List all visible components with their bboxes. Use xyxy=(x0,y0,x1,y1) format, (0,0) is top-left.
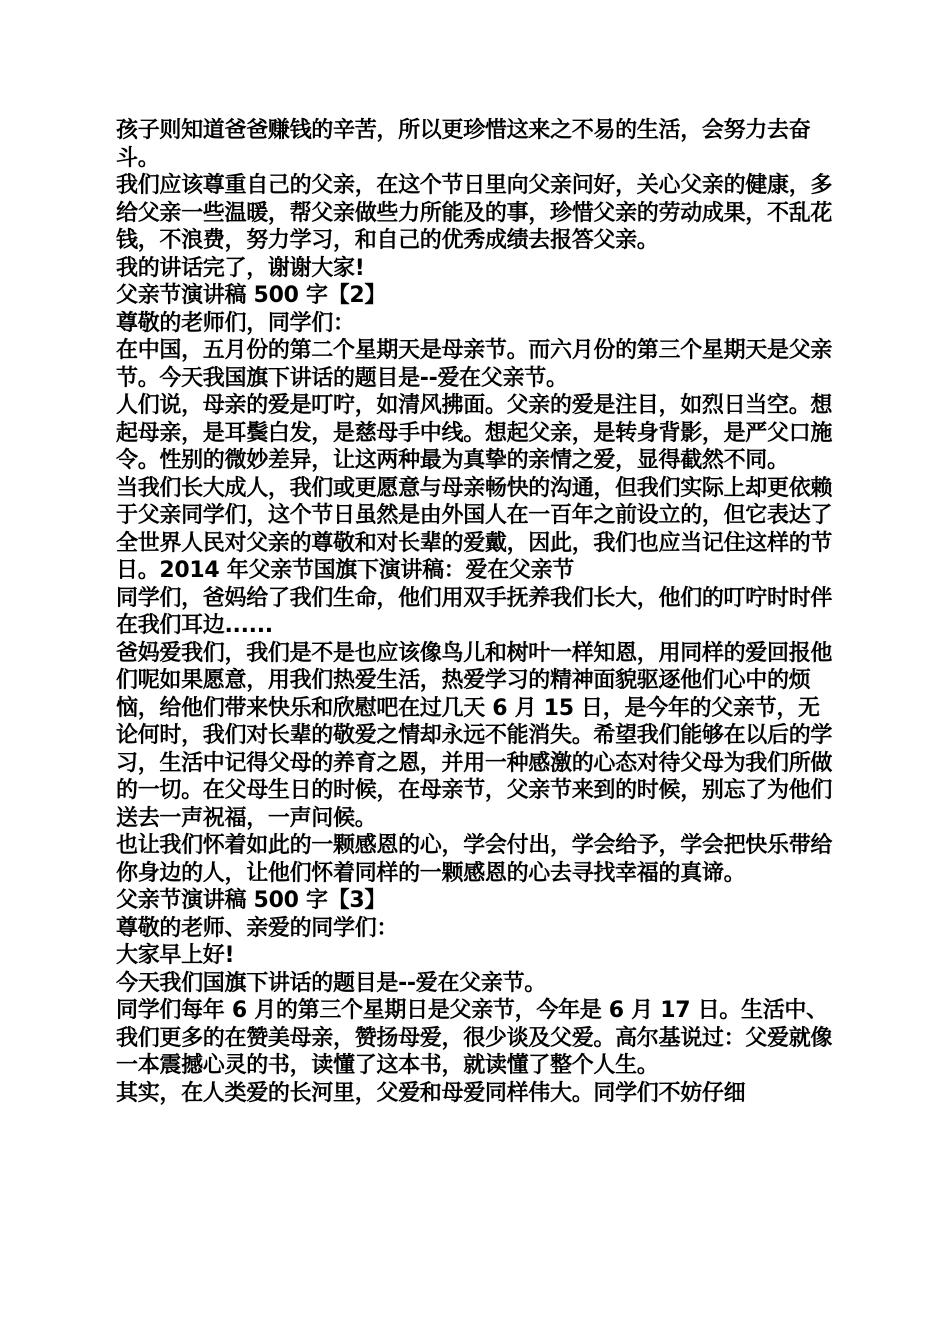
paragraph: 其实，在人类爱的长河里，父爱和母爱同样伟大。同学们不妨仔细 xyxy=(116,1080,746,1106)
paragraph: 人们说，母亲的爱是叮咛，如清风拂面。父亲的爱是注目，如烈日当空。想起母亲，是耳鬓白发，是慈母手中线。想起父亲，是转身背影，是严父口施令。性别的微妙差异，让这两种最为真挚的亲情之爱，显得截然不同。 xyxy=(116,393,833,473)
document-page xyxy=(116,117,841,1107)
paragraph: 当我们长大成人，我们或更愿意与母亲畅快的沟通，但我们实际上却更依赖于父亲同学们，这个节日虽然是由外国人在一百年之前设立的，但它表达了全世界人民对父亲的尊敬和对长辈的爱戴，因此，我们也应当记住这样的节日。2014 年父亲节国旗下演讲稿：爱在父亲节 xyxy=(116,475,833,583)
paragraph: 同学们，爸妈给了我们生命，他们用双手抚养我们长大，他们的叮咛时时伴在我们耳边...... xyxy=(116,585,833,638)
paragraph: 同学们每年 6 月的第三个星期日是父亲节，今年是 6 月 17 日。生活中、我们更多的在赞美母亲，赞扬母爱，很少谈及父爱。高尔基说过：父爱就像一本震撼心灵的书，读懂了这本书，就读懂了整个人生。 xyxy=(116,998,833,1078)
salutation: 尊敬的老师们，同学们： xyxy=(116,310,355,336)
paragraph: 在中国，五月份的第二个星期天是母亲节。而六月份的第三个星期天是父亲节。今天我国旗下讲话的题目是--爱在父亲节。 xyxy=(116,338,833,391)
paragraph: 也让我们怀着如此的一颗感恩的心，学会付出，学会给予，学会把快乐带给你身边的人，让他们怀着同样的一颗感恩的心去寻找幸福的真谛。 xyxy=(116,833,833,886)
salutation: 尊敬的老师、亲爱的同学们： xyxy=(116,915,399,941)
paragraph: 我的讲话完了，谢谢大家! xyxy=(116,255,365,281)
paragraph: 我们应该尊重自己的父亲，在这个节日里向父亲问好，关心父亲的健康，多给父亲一些温暖，帮父亲做些力所能及的事，珍惜父亲的劳动成果，不乱花钱，不浪费，努力学习，和自己的优秀成绩去报答父亲。 xyxy=(116,173,833,253)
section-heading: 父亲节演讲稿 500 字【2】 xyxy=(116,283,387,308)
section-heading: 父亲节演讲稿 500 字【3】 xyxy=(116,888,387,913)
paragraph: 孩子则知道爸爸赚钱的辛苦，所以更珍惜这来之不易的生活，会努力去奋斗。 xyxy=(116,118,811,171)
paragraph: 今天我们国旗下讲话的题目是--爱在父亲节。 xyxy=(116,970,546,996)
greeting: 大家早上好! xyxy=(116,943,235,968)
paragraph: 爸妈爱我们，我们是不是也应该像鸟儿和树叶一样知恩，用同样的爱回报他们呢如果愿意，用我们热爱生活，热爱学习的精神面貌驱逐他们心中的烦恼，给他们带来快乐和欣慰吧在过几天 6 月 15 日，是今年的父亲节，无论何时，我们对长辈的敬爱之情却永远不能消失。希望我们能够在以后的学习，生活中记得父母的养育之恩，并用一种感激的心态对待父母为我们所做的一切。在父母生日的时候，在母亲节，父亲节来到的时候，别忘了为他们送去一声祝福，一声问候。 xyxy=(116,640,833,831)
